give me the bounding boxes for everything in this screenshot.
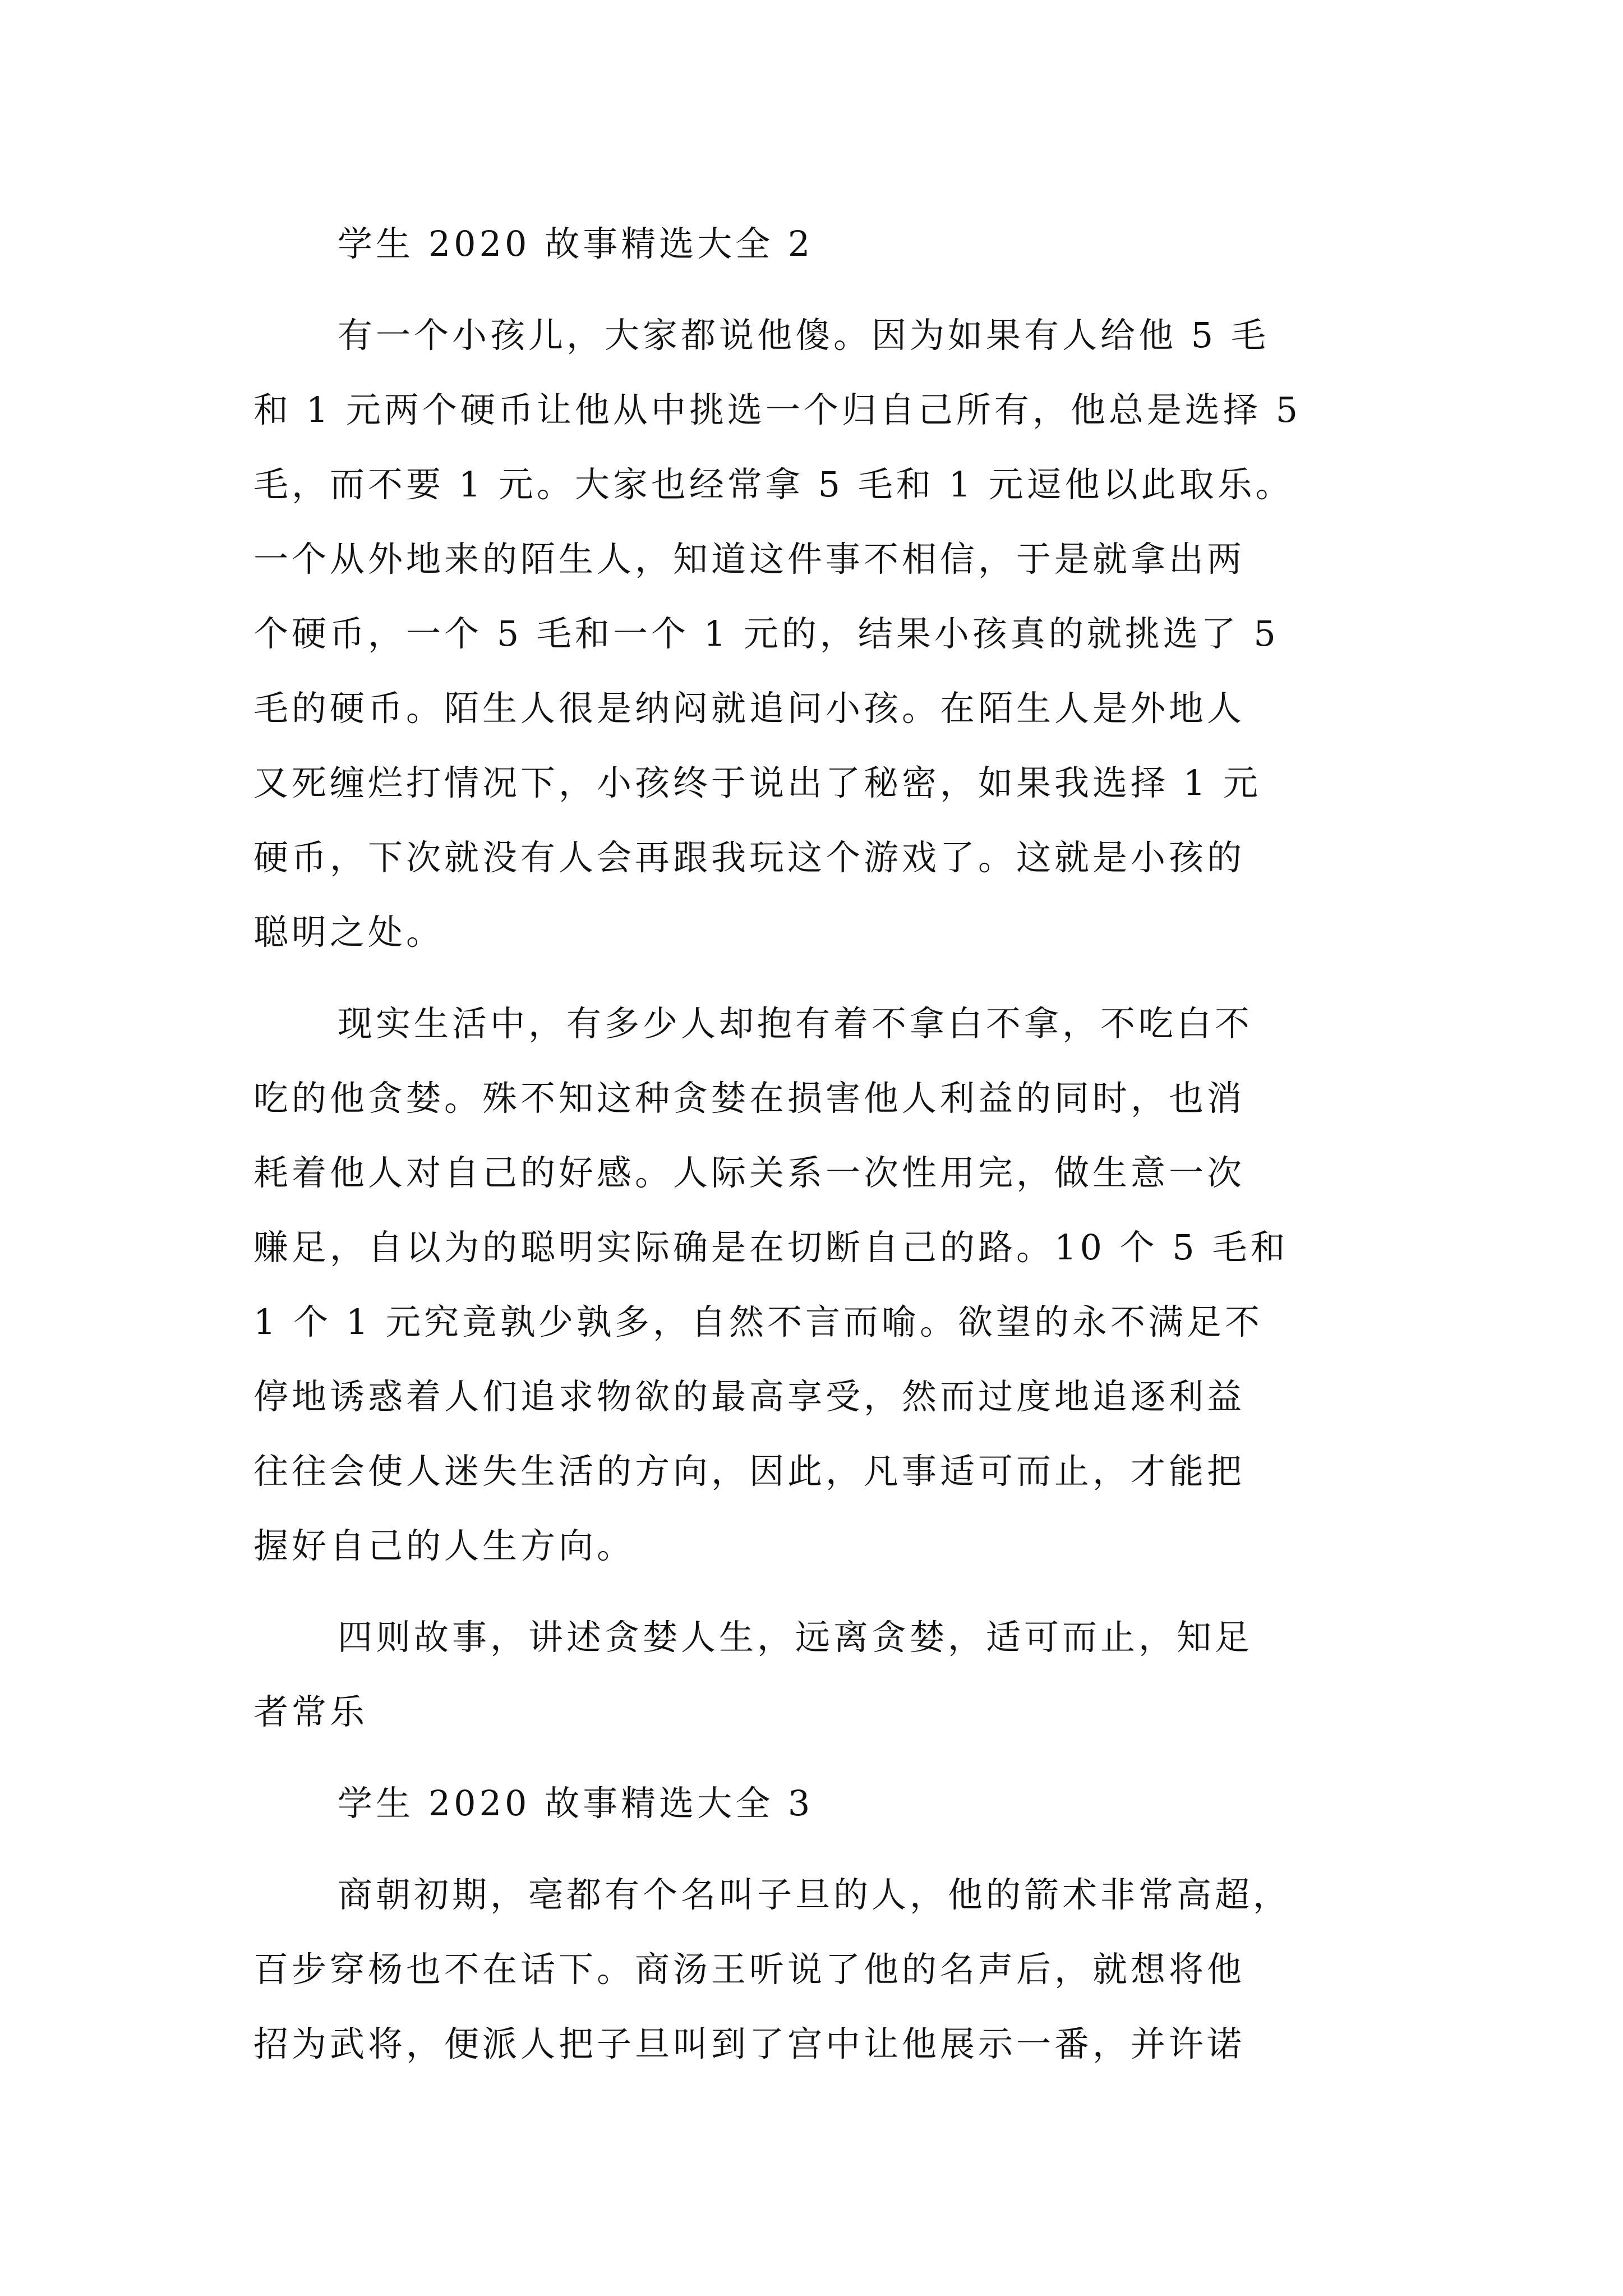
paragraph-line: 毛的硬币。陌生人很是纳闷就追问小孩。在陌生人是外地人 — [253, 688, 1246, 729]
paragraph-line: 赚足，自以为的聪明实际确是在切断自己的路。10 个 5 毛和 — [253, 1227, 1289, 1268]
paragraph-line: 1 个 1 元究竟孰少孰多，自然不言而喻。欲望的永不满足不 — [253, 1301, 1264, 1342]
paragraph — [253, 1600, 1375, 1749]
paragraph-line: 又死缠烂打情况下，小孩终于说出了秘密，如果我选择 1 元 — [253, 762, 1261, 803]
paragraph-line: 毛，而不要 1 元。大家也经常拿 5 毛和 1 元逗他以此取乐。 — [253, 464, 1294, 505]
paragraph-line: 商朝初期，亳都有个名叫子旦的人，他的箭术非常高超， — [338, 1874, 1292, 1915]
paragraph — [253, 298, 1375, 969]
paragraph-line: 招为武将，便派人把子旦叫到了宫中让他展示一番，并许诺 — [253, 2023, 1246, 2064]
paragraph-line: 停地诱惑着人们追求物欲的最高享受，然而过度地追逐利益 — [253, 1376, 1246, 1417]
section-heading: 学生 2020 故事精选大全 2 — [338, 223, 814, 264]
section-heading: 学生 2020 故事精选大全 3 — [338, 1783, 814, 1824]
paragraph-line: 和 1 元两个硬币让他从中挑选一个归自己所有，他总是选择 5 — [253, 389, 1302, 430]
paragraph-line: 一个从外地来的陌生人，知道这件事不相信，于是就拿出两 — [253, 539, 1246, 579]
paragraph-line: 四则故事，讲述贪婪人生，远离贪婪，适可而止，知足 — [338, 1617, 1253, 1658]
paragraph-line: 耗着他人对自己的好感。人际关系一次性用完，做生意一次 — [253, 1152, 1246, 1193]
paragraph-line: 聪明之处。 — [253, 912, 445, 953]
paragraph-line: 者常乐 — [253, 1691, 368, 1732]
document-body — [253, 206, 1375, 2081]
paragraph — [253, 1857, 1375, 2081]
paragraph-line: 吃的他贪婪。殊不知这种贪婪在损害他人利益的同时，也消 — [253, 1078, 1246, 1119]
paragraph-line: 百步穿杨也不在话下。商汤王听说了他的名声后，就想将他 — [253, 1949, 1246, 1990]
paragraph-line: 个硬币，一个 5 毛和一个 1 元的，结果小孩真的就挑选了 5 — [253, 613, 1279, 654]
paragraph-line: 硬币，下次就没有人会再跟我玩这个游戏了。这就是小孩的 — [253, 837, 1246, 878]
paragraph-line: 有一个小孩儿，大家都说他傻。因为如果有人给他 5 毛 — [338, 315, 1269, 356]
paragraph — [253, 986, 1375, 1583]
paragraph-line: 握好自己的人生方向。 — [253, 1525, 635, 1566]
paragraph-line: 现实生活中，有多少人却抱有着不拿白不拿，不吃白不 — [338, 1003, 1253, 1044]
paragraph-line: 往往会使人迷失生活的方向，因此，凡事适可而止，才能把 — [253, 1451, 1246, 1492]
